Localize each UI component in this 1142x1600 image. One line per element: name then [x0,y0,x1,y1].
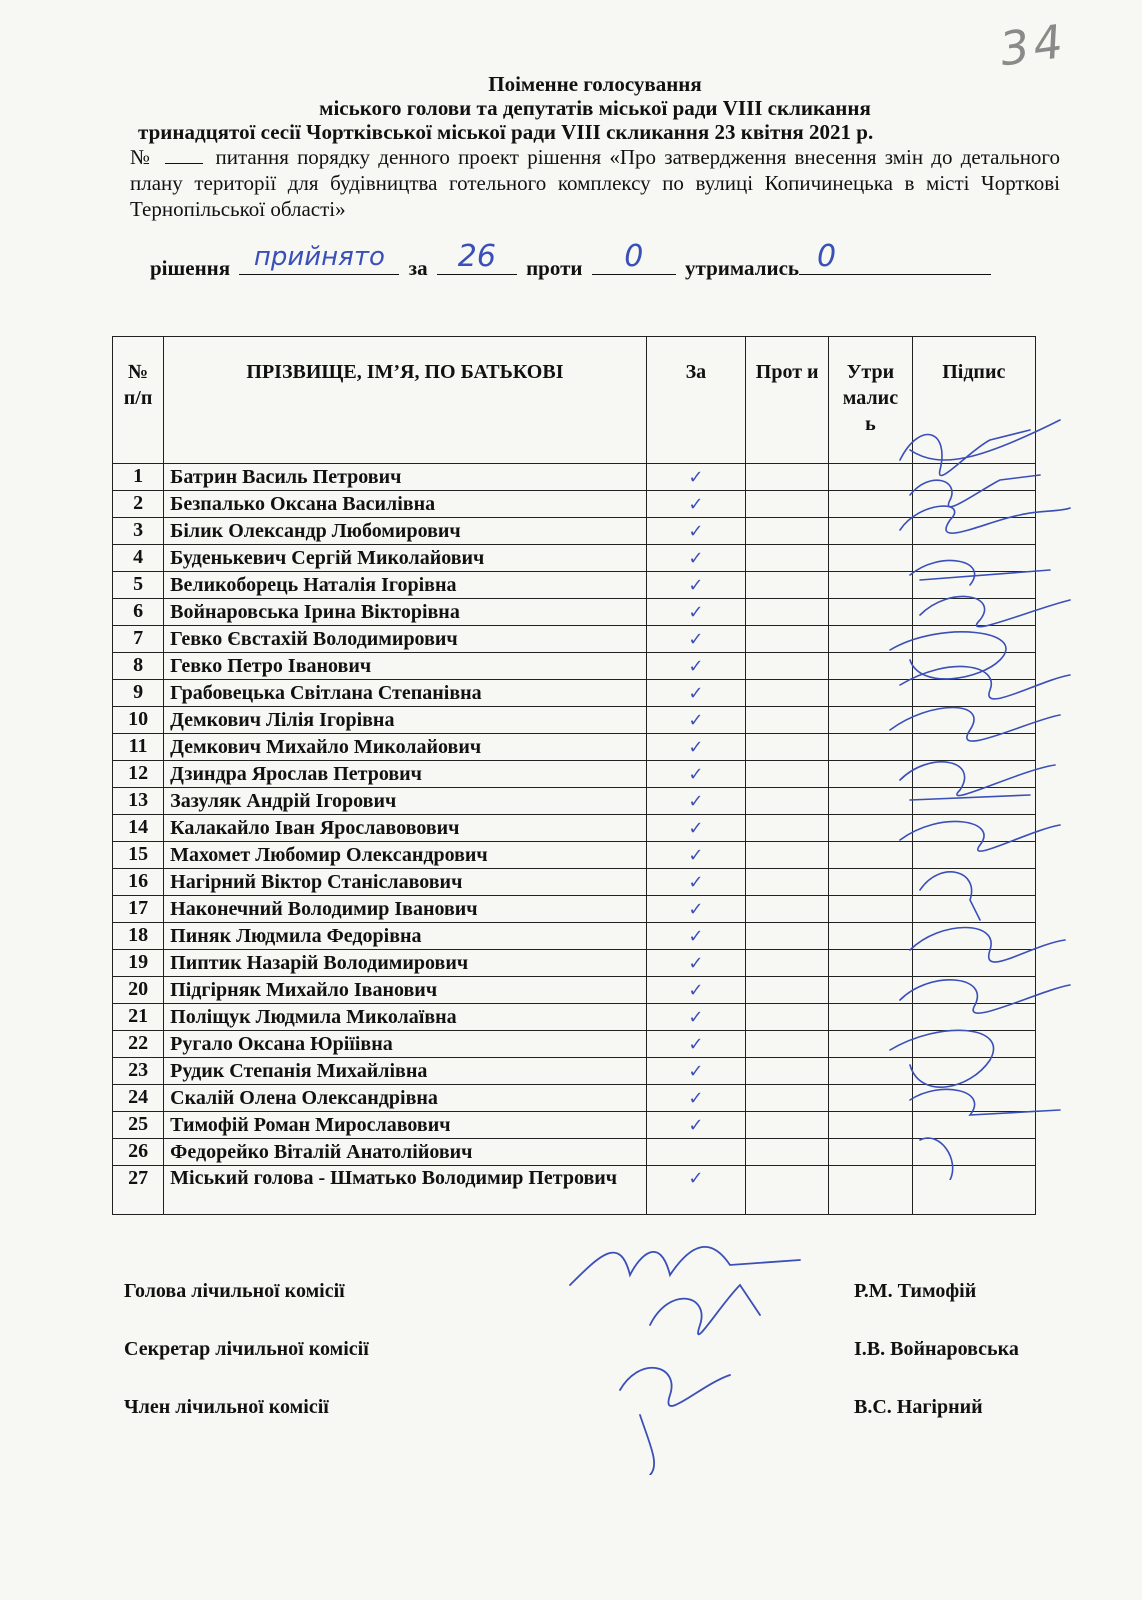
header-name: ПРІЗВИЩЕ, ІМ’Я, ПО БАТЬКОВІ [164,337,647,464]
table-row [113,1112,1036,1139]
commission-role: Член лічильної комісії [124,1396,329,1418]
for-label: за [408,256,428,280]
row-for [646,572,745,599]
row-number: 11 [113,734,164,761]
row-signature [912,572,1035,599]
row-for [646,761,745,788]
abstained-field [799,239,991,275]
table-row [113,518,1036,545]
commission-row [112,1396,1042,1454]
row-against [746,1166,829,1215]
check-mark-icon: ✓ [688,844,704,866]
row-for [646,464,745,491]
for-field [437,239,517,275]
row-against [746,869,829,896]
commission-name: Р.М. Тимофій [854,1280,977,1302]
check-mark-icon: ✓ [688,493,704,515]
row-for [646,869,745,896]
row-against [746,734,829,761]
check-mark-icon: ✓ [688,682,704,704]
row-number: 21 [113,1004,164,1031]
row-number: 27 [113,1166,164,1215]
row-for [646,599,745,626]
row-for [646,1031,745,1058]
check-mark-icon: ✓ [688,952,704,974]
table-row [113,572,1036,599]
row-for [646,1166,745,1215]
check-mark-icon: ✓ [688,898,704,920]
row-number: 24 [113,1085,164,1112]
table-row [113,1085,1036,1112]
row-abstained [829,761,912,788]
row-signature [912,1112,1035,1139]
row-name: Ругало Оксана Юріїівна [164,1031,647,1058]
row-against [746,518,829,545]
row-against [746,977,829,1004]
table-row [113,707,1036,734]
row-against [746,653,829,680]
decision-label: рішення [150,256,231,280]
row-signature [912,815,1035,842]
row-abstained [829,491,912,518]
row-for [646,491,745,518]
page-number: 34 [996,13,1070,77]
row-for [646,815,745,842]
check-mark-icon: ✓ [688,1006,704,1028]
row-abstained [829,1031,912,1058]
row-number: 23 [113,1058,164,1085]
check-mark-icon: ✓ [688,871,704,893]
row-abstained [829,1166,912,1215]
check-mark-icon: ✓ [688,547,704,569]
roll-call-table [112,336,1036,1215]
table-row [113,491,1036,518]
row-abstained [829,1004,912,1031]
commission-name: В.С. Нагірний [854,1396,983,1418]
row-signature [912,1031,1035,1058]
row-name: Пиптик Назарій Володимирович [164,950,647,977]
check-mark-icon: ✓ [688,709,704,731]
row-signature [912,896,1035,923]
row-for [646,923,745,950]
row-abstained [829,734,912,761]
commission-role: Голова лічильної комісії [124,1280,345,1302]
row-for [646,896,745,923]
row-number: 26 [113,1139,164,1166]
row-signature [912,680,1035,707]
table-row [113,950,1036,977]
check-mark-icon: ✓ [688,520,704,542]
question-number-blank [165,147,203,164]
row-against [746,842,829,869]
header-signature: Підпис [912,337,1035,464]
row-abstained [829,518,912,545]
row-name: Демкович Михайло Миколайович [164,734,647,761]
row-for [646,842,745,869]
row-abstained [829,707,912,734]
document-header [130,72,1060,222]
row-number: 16 [113,869,164,896]
row-for [646,626,745,653]
row-abstained [829,680,912,707]
row-name: Калакайло Іван Ярославовович [164,815,647,842]
row-for [646,518,745,545]
against-field [592,239,676,275]
row-signature [912,1058,1035,1085]
row-abstained [829,1085,912,1112]
row-name: Нагірний Віктор Станіславович [164,869,647,896]
row-for [646,1004,745,1031]
table-row [113,1139,1036,1166]
row-abstained [829,869,912,896]
table-row [113,815,1036,842]
row-number: 14 [113,815,164,842]
row-number: 19 [113,950,164,977]
session-line: тринадцятої сесії Чортківської міської ради VIII скликання 23 квітня 2021 р. [138,120,874,144]
row-number: 22 [113,1031,164,1058]
commission-block [112,1280,1042,1454]
commission-row [112,1338,1042,1396]
table-row [113,1031,1036,1058]
row-number: 2 [113,491,164,518]
row-signature [912,599,1035,626]
row-name: Войнаровська Ірина Вікторівна [164,599,647,626]
table-row [113,545,1036,572]
row-name: Підгірняк Михайло Іванович [164,977,647,1004]
row-number: 1 [113,464,164,491]
row-abstained [829,1058,912,1085]
row-number: 12 [113,761,164,788]
row-name: Федорейко Віталій Анатолійович [164,1139,647,1166]
table-row [113,869,1036,896]
row-against [746,545,829,572]
row-abstained [829,1139,912,1166]
row-signature [912,950,1035,977]
commission-role: Секретар лічильної комісії [124,1338,369,1360]
row-name: Поліщук Людмила Миколаївна [164,1004,647,1031]
row-against [746,599,829,626]
row-signature [912,977,1035,1004]
check-mark-icon: ✓ [688,1087,704,1109]
row-name: Великоборець Наталія Ігорівна [164,572,647,599]
row-name: Демкович Лілія Ігорівна [164,707,647,734]
row-number: 9 [113,680,164,707]
table-row [113,896,1036,923]
row-abstained [829,626,912,653]
table-row [113,1058,1036,1085]
title: Поіменне голосування [488,72,702,96]
header-against: Прот и [746,337,829,464]
row-signature [912,842,1035,869]
row-name: Батрин Василь Петрович [164,464,647,491]
agenda-question [130,144,1060,222]
table-row [113,842,1036,869]
row-name: Зазуляк Андрій Ігорович [164,788,647,815]
row-number: 17 [113,896,164,923]
against-value: 0 [624,239,644,274]
row-abstained [829,788,912,815]
for-value: 26 [457,239,496,274]
row-name: Рудик Степанія Михайлівна [164,1058,647,1085]
row-for [646,1085,745,1112]
row-name: Міський голова - Шматько Володимир Петрович [164,1166,647,1215]
row-abstained [829,977,912,1004]
check-mark-icon: ✓ [688,655,704,677]
question-number-label: № [130,145,154,169]
check-mark-icon: ✓ [688,1060,704,1082]
decision-value: прийнято [253,242,385,272]
row-for [646,1058,745,1085]
row-against [746,626,829,653]
against-label: проти [526,256,583,280]
row-against [746,1085,829,1112]
row-signature [912,734,1035,761]
row-against [746,1139,829,1166]
check-mark-icon: ✓ [688,466,704,488]
row-against [746,923,829,950]
row-signature [912,464,1035,491]
check-mark-icon: ✓ [688,1168,704,1189]
row-signature [912,518,1035,545]
row-number: 20 [113,977,164,1004]
row-against [746,761,829,788]
row-name: Гевко Петро Іванович [164,653,647,680]
row-signature [912,626,1035,653]
table-row [113,1166,1036,1215]
row-name: Махомет Любомир Олександрович [164,842,647,869]
table-row [113,923,1036,950]
row-signature [912,1085,1035,1112]
row-name: Наконечний Володимир Іванович [164,896,647,923]
row-against [746,1112,829,1139]
row-for [646,977,745,1004]
question-text: питання порядку денного проект рішення «Про затвердження внесення змін до детального плану території для будівництва готельного комплексу по вулиці Копичинецька в місті Чорткові Тернопільської області» [130,145,1061,221]
row-signature [912,1139,1035,1166]
row-signature [912,1004,1035,1031]
row-against [746,1004,829,1031]
header-abstained: Утри малис ь [829,337,912,464]
row-signature [912,923,1035,950]
row-for [646,680,745,707]
table-row [113,599,1036,626]
table-row [113,626,1036,653]
row-abstained [829,653,912,680]
row-against [746,464,829,491]
row-abstained [829,1112,912,1139]
row-for [646,653,745,680]
row-against [746,1058,829,1085]
row-abstained [829,896,912,923]
row-name: Дзиндра Ярослав Петрович [164,761,647,788]
row-for [646,1139,745,1166]
row-against [746,680,829,707]
check-mark-icon: ✓ [688,925,704,947]
row-name: Безпалько Оксана Василівна [164,491,647,518]
check-mark-icon: ✓ [688,817,704,839]
row-number: 13 [113,788,164,815]
subtitle: міського голови та депутатів міської ради VIII скликання [319,96,871,120]
row-abstained [829,464,912,491]
row-against [746,1031,829,1058]
row-for [646,1112,745,1139]
row-abstained [829,950,912,977]
check-mark-icon: ✓ [688,736,704,758]
row-name: Грабовецька Світлана Степанівна [164,680,647,707]
row-abstained [829,572,912,599]
table-row [113,788,1036,815]
row-against [746,707,829,734]
row-signature [912,869,1035,896]
table-row [113,653,1036,680]
row-number: 8 [113,653,164,680]
row-abstained [829,842,912,869]
row-number: 15 [113,842,164,869]
check-mark-icon: ✓ [688,574,704,596]
row-abstained [829,545,912,572]
row-number: 18 [113,923,164,950]
row-signature [912,707,1035,734]
row-abstained [829,923,912,950]
row-signature [912,1166,1035,1215]
row-name: Буденькевич Сергій Миколайович [164,545,647,572]
table-header-row [113,337,1036,464]
row-number: 6 [113,599,164,626]
header-for: За [646,337,745,464]
check-mark-icon: ✓ [688,1114,704,1136]
row-against [746,950,829,977]
row-signature [912,545,1035,572]
abstained-value: 0 [817,239,837,274]
header-num: № п/п [113,337,164,464]
row-for [646,788,745,815]
row-name: Гевко Євстахій Володимирович [164,626,647,653]
row-against [746,896,829,923]
row-name: Пиняк Людмила Федорівна [164,923,647,950]
table-row [113,977,1036,1004]
row-against [746,788,829,815]
row-number: 3 [113,518,164,545]
check-mark-icon: ✓ [688,790,704,812]
check-mark-icon: ✓ [688,1033,704,1055]
row-against [746,572,829,599]
row-signature [912,788,1035,815]
row-name: Тимофій Роман Мирославович [164,1112,647,1139]
row-signature [912,761,1035,788]
row-for [646,707,745,734]
commission-row [112,1280,1042,1338]
row-for [646,734,745,761]
check-mark-icon: ✓ [688,601,704,623]
row-number: 5 [113,572,164,599]
row-name: Скалій Олена Олександрівна [164,1085,647,1112]
table-row [113,1004,1036,1031]
decision-summary [150,239,1050,281]
table-row [113,464,1036,491]
row-abstained [829,599,912,626]
row-name: Білик Олександр Любомирович [164,518,647,545]
abstained-label: утримались [685,256,800,280]
row-number: 4 [113,545,164,572]
row-number: 10 [113,707,164,734]
commission-name: І.В. Войнаровська [854,1338,1019,1360]
check-mark-icon: ✓ [688,628,704,650]
row-for [646,545,745,572]
row-signature [912,653,1035,680]
table-row [113,680,1036,707]
table-row [113,734,1036,761]
row-number: 25 [113,1112,164,1139]
check-mark-icon: ✓ [688,979,704,1001]
row-for [646,950,745,977]
row-number: 7 [113,626,164,653]
row-signature [912,491,1035,518]
row-against [746,815,829,842]
table-row [113,761,1036,788]
row-abstained [829,815,912,842]
row-against [746,491,829,518]
check-mark-icon: ✓ [688,763,704,785]
decision-field [239,242,399,275]
